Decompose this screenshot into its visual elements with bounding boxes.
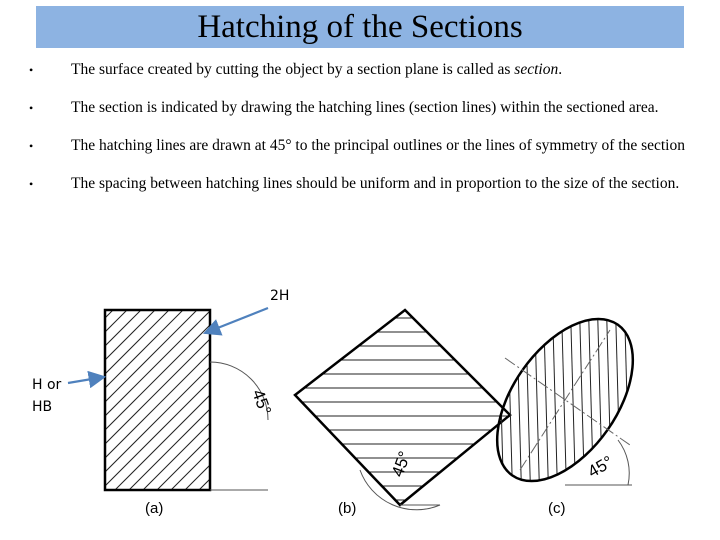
hatch-line-a	[0, 290, 189, 490]
hatch-line-c	[507, 290, 513, 510]
bullet-dot: •	[29, 177, 34, 191]
section-a-angle-label: 45°	[248, 386, 275, 418]
hatch-line-a	[395, 290, 595, 490]
hatch-line-a	[0, 290, 147, 490]
hatch-line-a	[0, 290, 175, 490]
pencil-h-or-label: H or	[32, 377, 62, 393]
section-c-center-line-1	[505, 358, 630, 445]
hatch-line-a	[283, 290, 483, 490]
bullet-text: The spacing between hatching lines should be uniform and in proportion to the size of the section.	[71, 175, 680, 192]
hatch-line-a	[255, 290, 455, 490]
hatch-line-a	[325, 290, 525, 490]
hatch-line-c	[480, 290, 486, 510]
hatch-line-c	[498, 290, 504, 510]
bullet-text: The surface created by cutting the object by a section plane is called as	[71, 61, 515, 78]
hatch-line-c	[534, 290, 540, 510]
hatch-line-a	[339, 290, 539, 490]
section-b-angle-label: 45°	[387, 448, 415, 480]
caption-c: (c)	[548, 500, 566, 517]
hatch-line-a	[185, 290, 385, 490]
bullet-dot: •	[29, 139, 34, 153]
bullet-text: The hatching lines are drawn at 45° to the principal outlines or the lines of symmetry of the section	[71, 137, 685, 154]
bullet-dot: •	[29, 101, 34, 115]
section-c-group	[470, 290, 661, 510]
arrow-2h	[205, 308, 268, 333]
hatch-line-a	[0, 290, 105, 490]
hatch-line-c	[561, 290, 567, 510]
bullet-text: The section is indicated by drawing the hatching lines (section lines) within the sectioned area.	[71, 99, 659, 116]
bullet-dot: •	[29, 63, 34, 77]
hatch-line-a	[0, 290, 133, 490]
caption-b: (b)	[338, 500, 357, 517]
hatch-line-a	[0, 290, 161, 490]
hatch-line-a	[199, 290, 399, 490]
hatch-line-c	[642, 290, 648, 510]
page-title: Hatching of the Sections	[197, 9, 523, 45]
hatch-line-c	[525, 290, 531, 510]
arrow-h-hb	[68, 377, 104, 383]
hatch-line-c	[633, 290, 639, 510]
hatch-line-a	[353, 290, 553, 490]
section-c-angle-arc	[618, 440, 629, 485]
hatch-line-a	[269, 290, 469, 490]
pencil-hb-label: HB	[32, 399, 53, 415]
caption-a: (a)	[145, 500, 164, 517]
hatch-line-c	[606, 290, 612, 510]
hatch-line-a	[213, 290, 413, 490]
section-c-angle-label: 45°	[584, 452, 617, 482]
section-b-group	[290, 310, 515, 510]
bullet-emphasis: section	[514, 61, 559, 78]
hatch-line-a	[0, 290, 119, 490]
pencil-2h-label: 2H	[270, 288, 290, 304]
bullet-tail: .	[558, 61, 563, 78]
